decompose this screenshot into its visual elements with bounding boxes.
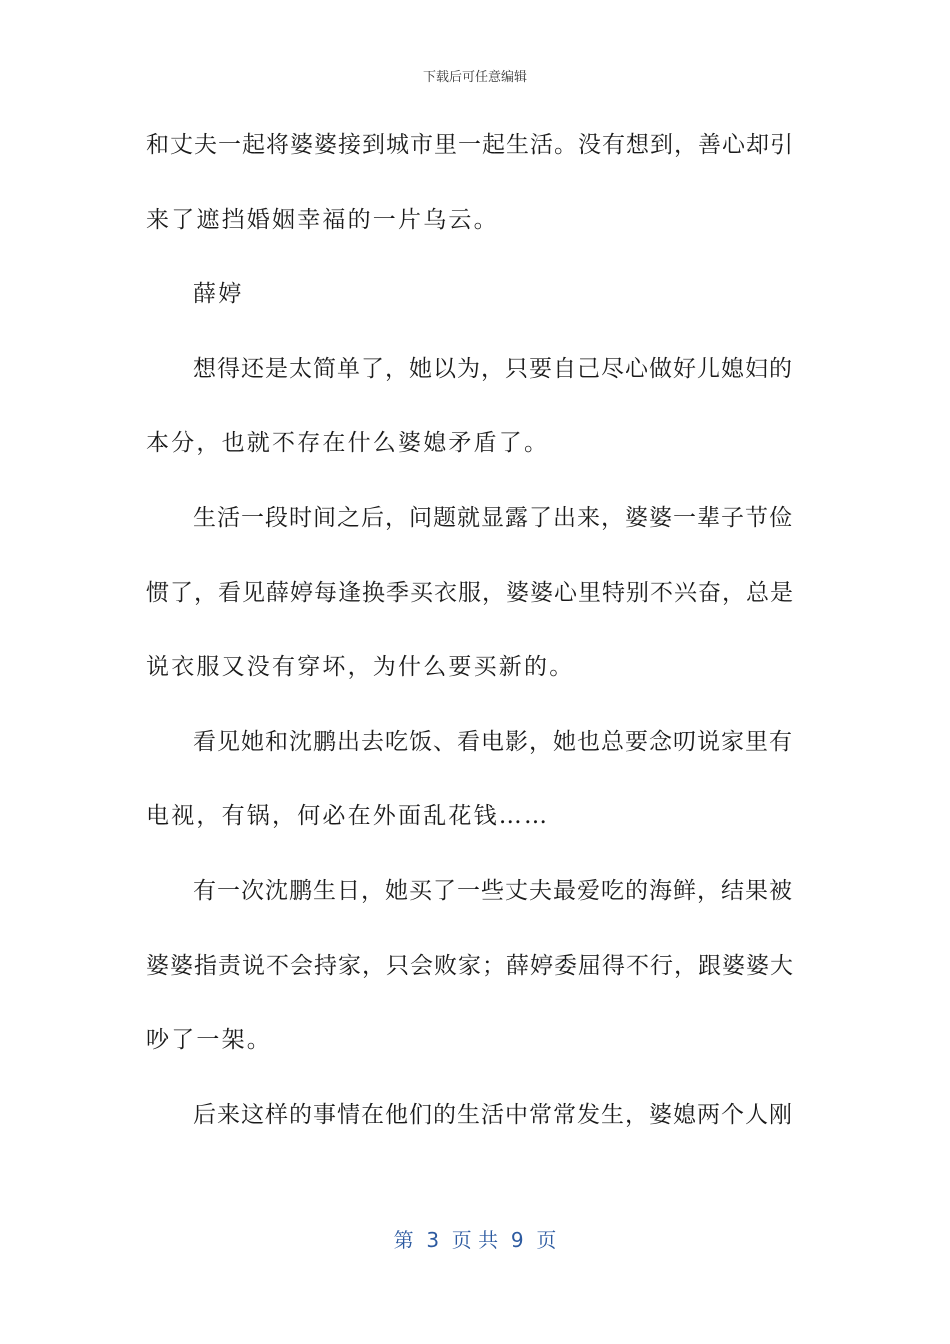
page-header: 下载后可任意编辑 [422, 70, 527, 85]
text-line: 来了遮挡婚姻幸福的一片乌云。 [146, 206, 499, 233]
text-line: 本分，也就不存在什么婆媳矛盾了。 [146, 430, 550, 457]
text-line: 有一次沈鹏生日，她买了一些丈夫最爱吃的海鲜，结果被 [193, 877, 793, 904]
text-line: 说衣服又没有穿坏，为什么要买新的。 [146, 654, 575, 681]
text-line: 薛婷 [193, 281, 244, 308]
text-line: 电视，有锅，何必在外面乱花钱…… [146, 803, 550, 830]
text-line: 生活一段时间之后，问题就显露了出来，婆婆一辈子节俭 [193, 504, 793, 531]
text-line: 看见她和沈鹏出去吃饭、看电影，她也总要念叨说家里有 [193, 728, 793, 755]
text-line: 吵了一架。 [146, 1027, 272, 1054]
text-line: 后来这样的事情在他们的生活中常常发生，婆媳两个人刚 [193, 1101, 793, 1128]
text-line: 惯了，看见薛婷每逢换季买衣服，婆婆心里特别不兴奋，总是 [146, 579, 794, 606]
page-footer: 第 3 页 共 9 页 [393, 1228, 557, 1252]
document-body [146, 122, 794, 1166]
text-line: 婆婆指责说不会持家，只会败家；薛婷委屈得不行，跟婆婆大 [146, 952, 794, 979]
text-line: 和丈夫一起将婆婆接到城市里一起生活。没有想到，善心却引 [146, 132, 794, 158]
text-line: 想得还是太简单了，她以为，只要自己尽心做好儿媳妇的 [193, 355, 793, 382]
